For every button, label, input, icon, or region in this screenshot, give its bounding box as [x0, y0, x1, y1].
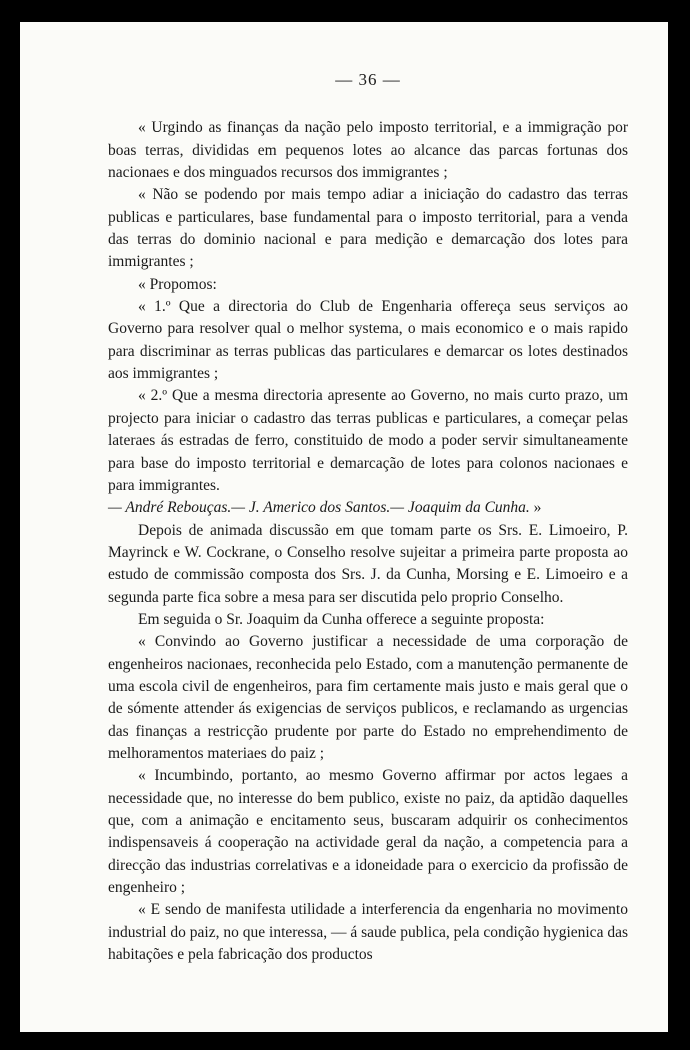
paragraph: « E sendo de manifesta utilidade a interferencia da engenharia no movimento industrial do paiz, no que interessa, — á saude publica, pela condição hygienica das habitações e pela fabricação dos productos — [108, 901, 628, 964]
paragraph: Em seguida o Sr. Joaquim da Cunha offerece a seguinte proposta: — [138, 610, 545, 628]
paragraph: « Propomos: — [138, 275, 217, 293]
page-number: — 36 — — [335, 70, 401, 89]
paragraph: Depois de animada discussão em que tomam parte os Srs. E. Limoeiro, P. Mayrinck e W. Cockrane, o Conselho resolve sujeitar a primeira parte proposta ao estudo de commissão composta dos Srs. J. da Cunha, Morsing e E. Limoeiro e a segunda parte fica sobre a mesa para ser discutida pelo proprio Conselho. — [108, 521, 628, 606]
page-content — [108, 69, 628, 966]
signature-names: — André Rebouças.— J. Americo dos Santos.— Joaquim da Cunha. — [108, 499, 530, 517]
paragraph: « Não se podendo por mais tempo adiar a iniciação do cadastro das terras publicas e particulares, base fundamental para o imposto territorial, para a venda das terras do dominio nacional e para medição e demarcação dos lotes para immigrantes ; — [108, 186, 628, 271]
paragraph: « Urgindo as finanças da nação pelo imposto territorial, e a immigração por boas terras, divididas em pequenos lotes ao alcance das parcas fortunas dos nacionaes e dos minguados recursos dos immigrantes ; — [108, 119, 628, 182]
paragraph: « 1.º Que a directoria do Club de Engenharia offereça seus serviços ao Governo para resolver qual o melhor systema, o mais economico e o mais rapido para discriminar as terras publicas das particulares e demarcar os lotes destinados aos immigrantes ; — [108, 298, 628, 383]
signature-close-quote: » — [533, 499, 542, 517]
signature-line — [108, 497, 628, 519]
paragraph: « Incumbindo, portanto, ao mesmo Governo affirmar por actos legaes a necessidade que, no interesse do bem publico, existe no paiz, da aptidão daquelles que, com a animação e encitamento seus, buscaram adquirir os conhecimentos indispensaveis á cooperação na actividade geral da nação, a competencia para a direcção das industrias correlativas e a idoneidade para o exercicio da profissão de engenheiro ; — [108, 767, 628, 897]
document-page — [20, 22, 668, 1032]
paragraph: « Convindo ao Governo justificar a necessidade de uma corporação de engenheiros nacionaes, reconhecida pelo Estado, com a manutenção permanente de uma escola civil de engenheiros, para fim certamente mais justo e mais geral que o de sómente attender ás exigencias de serviços publicos, e reclamando as urgencias das finanças a restricção prudente por parte do Estado no emprehendimento de melhoramentos materiaes do paiz ; — [108, 633, 628, 762]
paragraph: « 2.º Que a mesma directoria apresente ao Governo, no mais curto prazo, um projecto para iniciar o cadastro das terras publicas e particulares, a começar pelas lateraes ás estradas de ferro, constituido de modo a poder servir simultaneamente para base do imposto territorial e demarcação de lotes para colonos nacionaes e para immigrantes. — [108, 387, 628, 494]
